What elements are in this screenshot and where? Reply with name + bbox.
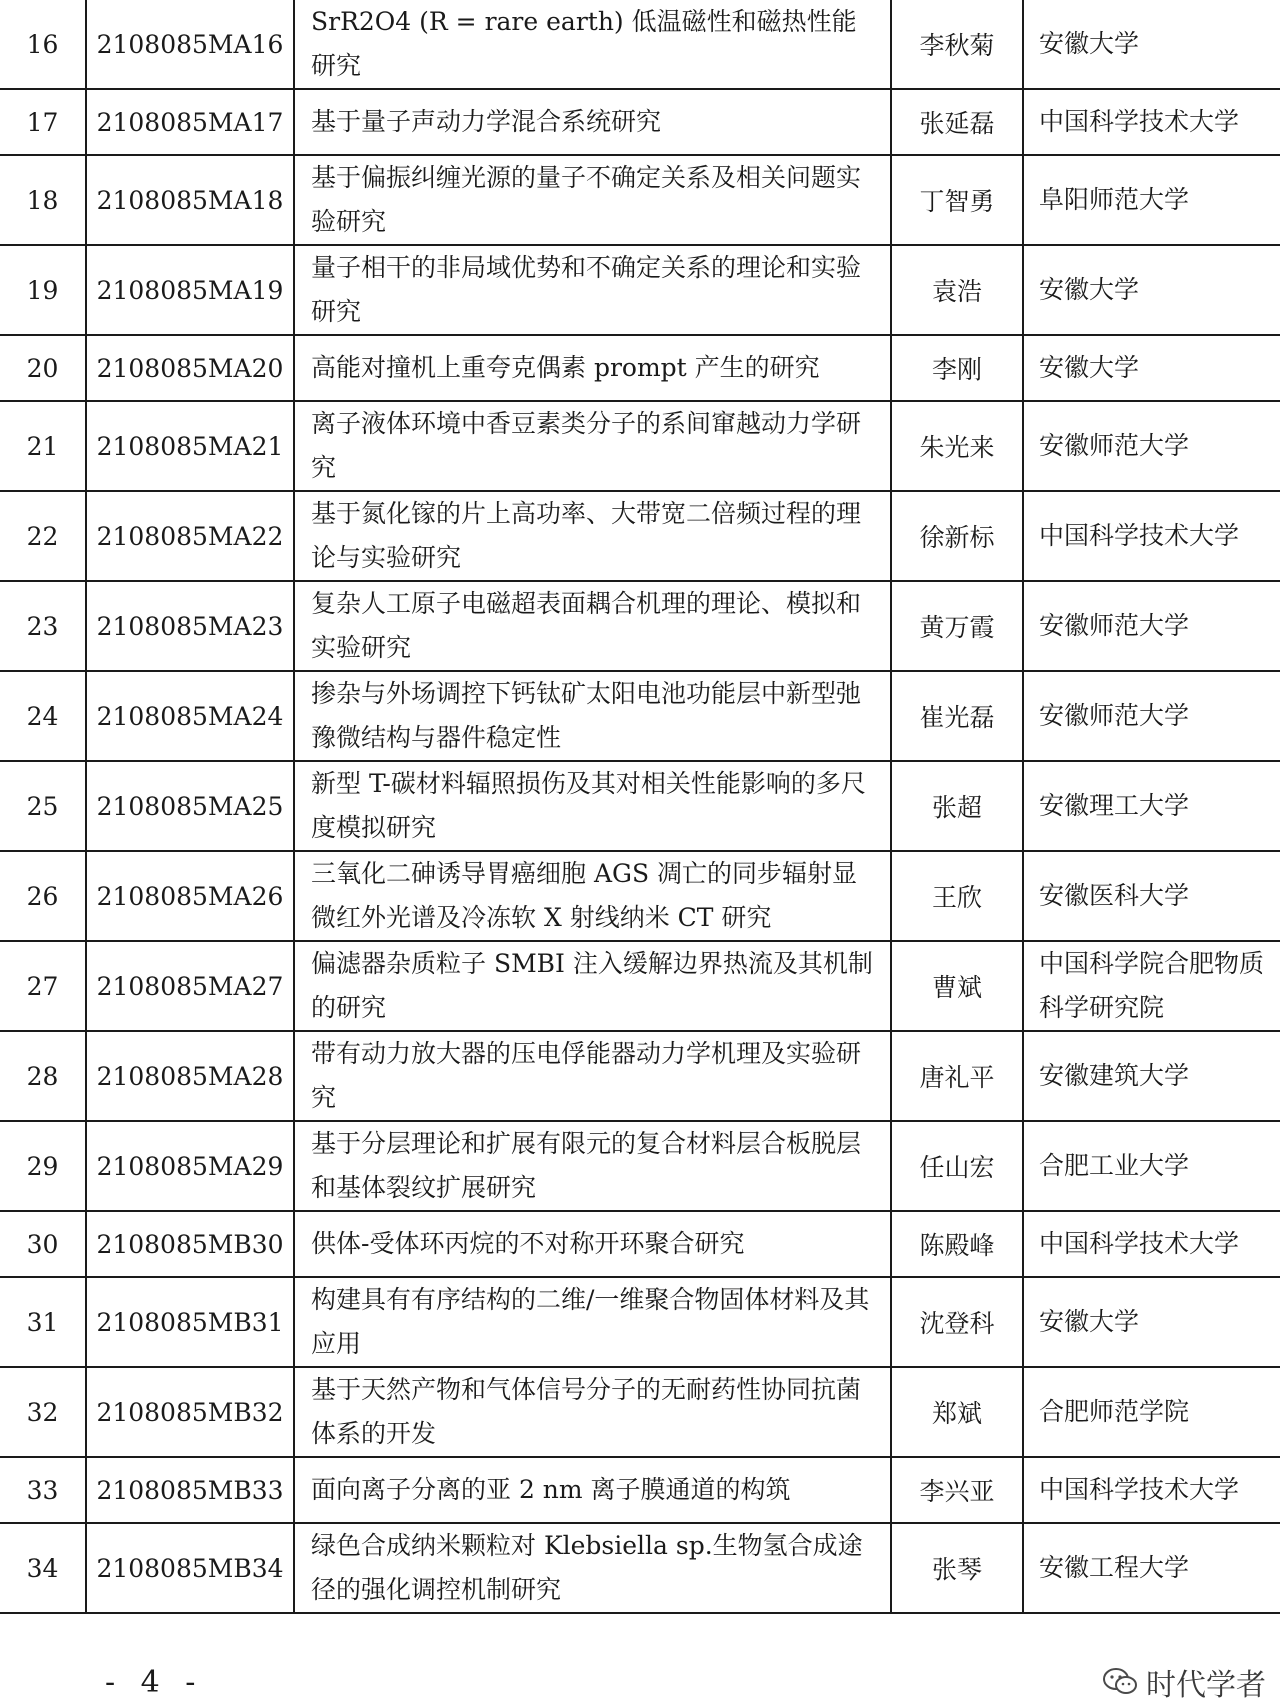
principal-investigator: 张琴 xyxy=(891,1523,1023,1613)
project-title: 构建具有有序结构的二维/一维聚合物固体材料及其应用 xyxy=(294,1277,891,1367)
table-row xyxy=(0,581,1280,671)
project-title: 新型 T-碳材料辐照损伤及其对相关性能影响的多尺度模拟研究 xyxy=(294,761,891,851)
row-number: 32 xyxy=(0,1367,86,1457)
project-title: 面向离子分离的亚 2 nm 离子膜通道的构筑 xyxy=(294,1457,891,1523)
row-number: 34 xyxy=(0,1523,86,1613)
principal-investigator: 张延磊 xyxy=(891,89,1023,155)
project-title: 三氧化二砷诱导胃癌细胞 AGS 凋亡的同步辐射显微红外光谱及冷冻软 X 射线纳米 CT 研究 xyxy=(294,851,891,941)
table-row xyxy=(0,1031,1280,1121)
row-number: 16 xyxy=(0,0,86,89)
institution: 安徽大学 xyxy=(1023,1277,1280,1367)
principal-investigator: 徐新标 xyxy=(891,491,1023,581)
project-code: 2108085MA21 xyxy=(86,401,294,491)
project-code: 2108085MA19 xyxy=(86,245,294,335)
principal-investigator: 李刚 xyxy=(891,335,1023,401)
row-number: 27 xyxy=(0,941,86,1031)
project-code: 2108085MA17 xyxy=(86,89,294,155)
row-number: 29 xyxy=(0,1121,86,1211)
project-title: 带有动力放大器的压电俘能器动力学机理及实验研究 xyxy=(294,1031,891,1121)
principal-investigator: 唐礼平 xyxy=(891,1031,1023,1121)
project-code: 2108085MA29 xyxy=(86,1121,294,1211)
institution: 安徽理工大学 xyxy=(1023,761,1280,851)
row-number: 30 xyxy=(0,1211,86,1277)
project-title: 量子相干的非局域优势和不确定关系的理论和实验研究 xyxy=(294,245,891,335)
project-code: 2108085MA25 xyxy=(86,761,294,851)
project-code: 2108085MB30 xyxy=(86,1211,294,1277)
table-row xyxy=(0,851,1280,941)
institution: 安徽建筑大学 xyxy=(1023,1031,1280,1121)
table-row xyxy=(0,245,1280,335)
table-row xyxy=(0,941,1280,1031)
project-title: 基于量子声动力学混合系统研究 xyxy=(294,89,891,155)
table-row xyxy=(0,155,1280,245)
principal-investigator: 郑斌 xyxy=(891,1367,1023,1457)
project-title: 基于氮化镓的片上高功率、大带宽二倍频过程的理论与实验研究 xyxy=(294,491,891,581)
project-code: 2108085MA27 xyxy=(86,941,294,1031)
project-title: 基于偏振纠缠光源的量子不确定关系及相关问题实验研究 xyxy=(294,155,891,245)
institution: 安徽大学 xyxy=(1023,245,1280,335)
table-row xyxy=(0,491,1280,581)
project-code: 2108085MA20 xyxy=(86,335,294,401)
project-code: 2108085MB31 xyxy=(86,1277,294,1367)
row-number: 28 xyxy=(0,1031,86,1121)
row-number: 25 xyxy=(0,761,86,851)
watermark-text: 时代学者 xyxy=(1146,1668,1266,1703)
project-code: 2108085MA22 xyxy=(86,491,294,581)
row-number: 22 xyxy=(0,491,86,581)
principal-investigator: 曹斌 xyxy=(891,941,1023,1031)
wechat-icon xyxy=(1102,1667,1138,1697)
principal-investigator: 沈登科 xyxy=(891,1277,1023,1367)
row-number: 17 xyxy=(0,89,86,155)
project-title: 高能对撞机上重夸克偶素 prompt 产生的研究 xyxy=(294,335,891,401)
project-code: 2108085MB34 xyxy=(86,1523,294,1613)
table-row xyxy=(0,89,1280,155)
row-number: 26 xyxy=(0,851,86,941)
project-code: 2108085MA16 xyxy=(86,0,294,89)
institution: 阜阳师范大学 xyxy=(1023,155,1280,245)
institution: 安徽工程大学 xyxy=(1023,1523,1280,1613)
project-title: 绿色合成纳米颗粒对 Klebsiella sp.生物氢合成途径的强化调控机制研究 xyxy=(294,1523,891,1613)
table-row xyxy=(0,0,1280,89)
project-title: 复杂人工原子电磁超表面耦合机理的理论、模拟和实验研究 xyxy=(294,581,891,671)
principal-investigator: 丁智勇 xyxy=(891,155,1023,245)
table-row xyxy=(0,1367,1280,1457)
institution: 中国科学技术大学 xyxy=(1023,1457,1280,1523)
institution: 安徽师范大学 xyxy=(1023,581,1280,671)
project-code: 2108085MA18 xyxy=(86,155,294,245)
row-number: 23 xyxy=(0,581,86,671)
principal-investigator: 李兴亚 xyxy=(891,1457,1023,1523)
project-code: 2108085MB32 xyxy=(86,1367,294,1457)
principal-investigator: 黄万霞 xyxy=(891,581,1023,671)
table-row xyxy=(0,761,1280,851)
institution: 中国科学技术大学 xyxy=(1023,89,1280,155)
project-title: 离子液体环境中香豆素类分子的系间窜越动力学研究 xyxy=(294,401,891,491)
project-code: 2108085MA24 xyxy=(86,671,294,761)
table-row xyxy=(0,1277,1280,1367)
principal-investigator: 李秋菊 xyxy=(891,0,1023,89)
table-row xyxy=(0,401,1280,491)
row-number: 21 xyxy=(0,401,86,491)
principal-investigator: 朱光来 xyxy=(891,401,1023,491)
institution: 中国科学技术大学 xyxy=(1023,1211,1280,1277)
watermark xyxy=(1102,1660,1266,1704)
principal-investigator: 任山宏 xyxy=(891,1121,1023,1211)
institution: 中国科学院合肥物质科学研究院 xyxy=(1023,941,1280,1031)
principal-investigator: 王欣 xyxy=(891,851,1023,941)
project-code: 2108085MA26 xyxy=(86,851,294,941)
table-row xyxy=(0,1121,1280,1211)
row-number: 33 xyxy=(0,1457,86,1523)
institution: 安徽医科大学 xyxy=(1023,851,1280,941)
project-title: 基于天然产物和气体信号分子的无耐药性协同抗菌体系的开发 xyxy=(294,1367,891,1457)
principal-investigator: 陈殿峰 xyxy=(891,1211,1023,1277)
page-number: - 4 - xyxy=(105,1665,204,1700)
table-row xyxy=(0,1211,1280,1277)
project-code: 2108085MB33 xyxy=(86,1457,294,1523)
row-number: 20 xyxy=(0,335,86,401)
project-title: 基于分层理论和扩展有限元的复合材料层合板脱层和基体裂纹扩展研究 xyxy=(294,1121,891,1211)
institution: 中国科学技术大学 xyxy=(1023,491,1280,581)
institution: 安徽大学 xyxy=(1023,0,1280,89)
institution: 合肥工业大学 xyxy=(1023,1121,1280,1211)
project-code: 2108085MA28 xyxy=(86,1031,294,1121)
project-code: 2108085MA23 xyxy=(86,581,294,671)
project-title: 偏滤器杂质粒子 SMBI 注入缓解边界热流及其机制的研究 xyxy=(294,941,891,1031)
institution: 安徽大学 xyxy=(1023,335,1280,401)
institution: 合肥师范学院 xyxy=(1023,1367,1280,1457)
table-row xyxy=(0,335,1280,401)
row-number: 18 xyxy=(0,155,86,245)
institution: 安徽师范大学 xyxy=(1023,401,1280,491)
project-title: SrR2O4 (R = rare earth) 低温磁性和磁热性能研究 xyxy=(294,0,891,89)
project-title: 供体-受体环丙烷的不对称开环聚合研究 xyxy=(294,1211,891,1277)
principal-investigator: 崔光磊 xyxy=(891,671,1023,761)
principal-investigator: 袁浩 xyxy=(891,245,1023,335)
project-title: 掺杂与外场调控下钙钛矿太阳电池功能层中新型弛豫微结构与器件稳定性 xyxy=(294,671,891,761)
institution: 安徽师范大学 xyxy=(1023,671,1280,761)
row-number: 19 xyxy=(0,245,86,335)
row-number: 31 xyxy=(0,1277,86,1367)
row-number: 24 xyxy=(0,671,86,761)
table-row xyxy=(0,1457,1280,1523)
table-row xyxy=(0,1523,1280,1613)
principal-investigator: 张超 xyxy=(891,761,1023,851)
table-row xyxy=(0,671,1280,761)
